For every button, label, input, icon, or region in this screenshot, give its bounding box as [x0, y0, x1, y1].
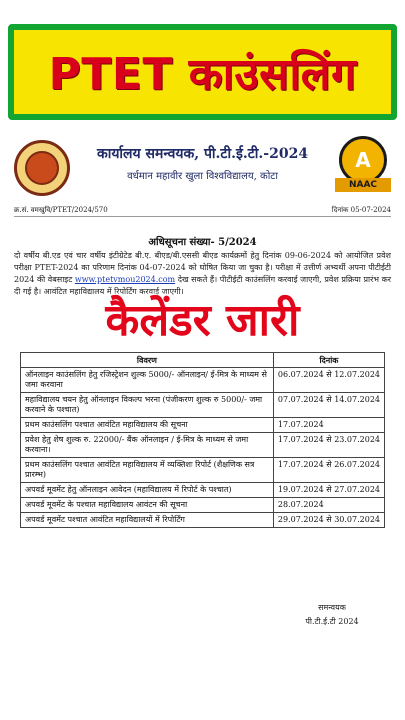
- row-detail: प्रथम काउंसलिंग पश्चात आवंटित महाविद्यालय में व्यक्तिशः रिपोर्ट (शैक्षणिक सत्र प्रारम्भ): [21, 458, 274, 483]
- university-logo-icon: [14, 140, 70, 196]
- table-header-row: [21, 353, 385, 368]
- row-date: 19.07.2024 से 27.07.2024: [273, 483, 384, 498]
- reference-number: क्र.सं. वमखुवि/PTET/2024/570: [14, 206, 108, 214]
- signatory-org: पी.टी.ई.टी 2024: [305, 617, 359, 626]
- naac-badge-icon: [335, 136, 391, 198]
- header-detail: विवरण: [21, 353, 274, 368]
- row-detail: प्रथम काउंसलिंग पश्चात आवंटित महाविद्यालय की सूचना: [21, 418, 274, 433]
- row-detail: अपवर्ड मूवमेंट पश्चात आवंटित महाविद्यालयों में रिपोर्टिंग: [21, 513, 274, 528]
- row-date: 28.07.2024: [273, 498, 384, 513]
- office-title: कार्यालय समन्वयक, पी.टी.ई.टी.-2024: [96, 146, 309, 162]
- row-date: 17.07.2024 से 26.07.2024: [273, 458, 384, 483]
- header-date: दिनांक: [273, 353, 384, 368]
- row-detail: प्रवेश हेतु शेष शुल्क रु. 22000/- बैंक ऑनलाइन / ई-मित्र के माध्यम से जमा करवाना।: [21, 433, 274, 458]
- notice-text-1: दो वर्षीय बी.एड एवं चार वर्षीय इंटीग्रेटेड बी.ए. बीएड/बी.एससी बीएड कार्यक्रमों हेतु दिनांक 09-06-2024 को आयोजित प्रवेश परीक्षा PTET-2024 का परिणाम दिनांक 04-07-2024 को घोषित किया जा चुका है। परीक्षा में उत्तीर्ण अभ्यर्थी अपना पीटीईटी 2024 की वेबसाइट: [14, 251, 391, 284]
- row-date: 17.07.2024: [273, 418, 384, 433]
- table-row: [21, 498, 385, 513]
- university-logo-emblem: [25, 151, 59, 185]
- table-row: [21, 418, 385, 433]
- calendar-released-overlay: कैलेंडर जारी: [105, 295, 300, 346]
- row-date: 29.07.2024 से 30.07.2024: [273, 513, 384, 528]
- row-detail: महाविद्यालय चयन हेतु ऑनलाइन विकल्प भरना (पंजीकरण शुल्क रु 5000/- जमा करवाने के पश्चात): [21, 393, 274, 418]
- table-row: [21, 368, 385, 393]
- bottom-blank-area: [0, 640, 405, 720]
- notice-heading: अधिसूचना संख्या- 5/2024: [148, 237, 257, 248]
- table-row: [21, 458, 385, 483]
- row-date: 17.07.2024 से 23.07.2024: [273, 433, 384, 458]
- table-row: [21, 513, 385, 528]
- banner-box: [8, 24, 397, 120]
- top-banner: [0, 0, 405, 130]
- row-detail: अपवर्ड मूवमेंट के पश्चात महाविद्यालय आवंटन की सूचना: [21, 498, 274, 513]
- table-row: [21, 393, 385, 418]
- notice-document: [0, 130, 405, 640]
- header-divider: [14, 216, 391, 217]
- notice-text-2: देख सकते हैं। पीटीईटी काउंसलिंग करवाई जाएगी, प्रवेश प्रक्रिया प्रारंभ कर दी गई है। आवंटित महाविद्यालय में रिपोर्टिंग करवाई जाएगी।: [14, 275, 391, 296]
- naac-label: NAAC: [335, 178, 391, 192]
- row-detail: अपवर्ड मूवमेंट हेतु ऑनलाइन आवेदन (महाविद्यालय में रिपोर्ट के पश्चात): [21, 483, 274, 498]
- naac-grade: A: [339, 136, 387, 184]
- table-row: [21, 483, 385, 498]
- reference-line: [14, 206, 391, 215]
- notice-date: दिनांक 05-07-2024: [331, 206, 391, 214]
- office-subtitle: वर्धमान महावीर खुला विश्वविद्यालय, कोटा: [127, 171, 278, 182]
- table-row: [21, 433, 385, 458]
- banner-title: PTET काउंसलिंग: [48, 49, 357, 100]
- row-date: 06.07.2024 से 12.07.2024: [273, 368, 384, 393]
- row-detail: ऑनलाइन काउंसलिंग हेतु रजिस्ट्रेशन शुल्क 5000/- ऑनलाइन/ ई-मित्र के माध्यम से जमा करवाना: [21, 368, 274, 393]
- signatory-title: समन्वयक: [318, 603, 346, 612]
- row-date: 07.07.2024 से 14.07.2024: [273, 393, 384, 418]
- schedule-table: [20, 352, 385, 528]
- website-link[interactable]: www.ptetvmou2024.com: [74, 275, 176, 284]
